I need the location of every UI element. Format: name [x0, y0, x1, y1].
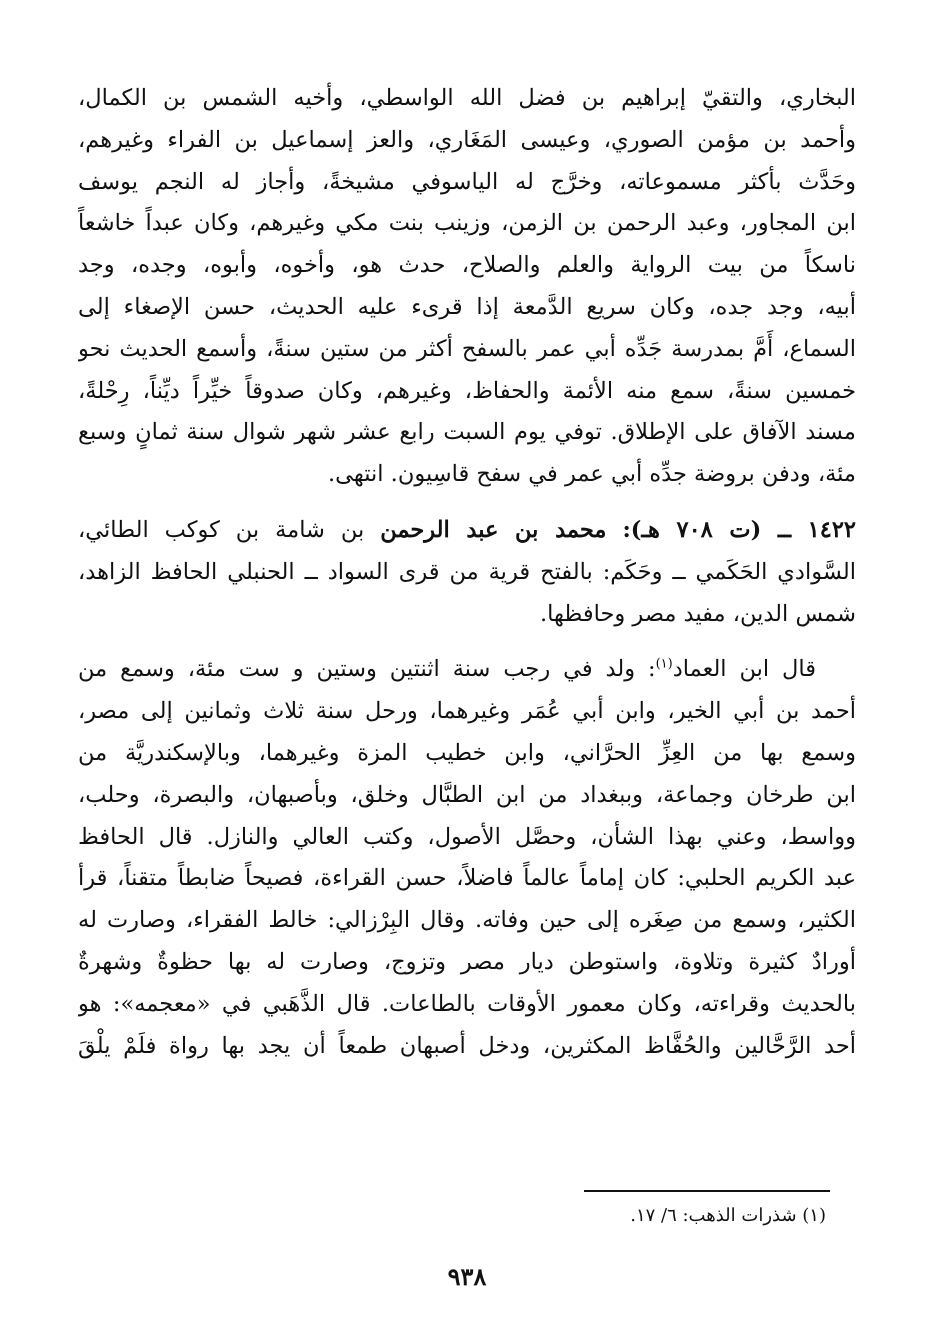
text-line: وحَدَّث بأكثر مسموعاته، وخرَّج له الياسوفي مشيخةً، وأجاز له النجم يوسف: [78, 168, 856, 195]
text-line: وأحمد بن مؤمن الصوري، وعيسى المَغَاري، والعز إسماعيل بن الفراء وغيرهم،: [78, 126, 856, 153]
text-fragment: : ولد في رجب سنة اثنتين وستين و ست مئة، وسمع من: [78, 656, 656, 683]
entry-line-1: ١٤٢٢ ــ (ت ٧٠٨ هـ): محمد بن عبد الرحمن بن شامة بن كوكب الطائي،: [78, 516, 856, 543]
text-fragment: قال ابن العماد: [672, 656, 816, 683]
text-line: السماع، أَمَّ بمدرسة جَدِّه أبي عمر بالسفح أكثر من ستين سنةً، وأسمع الحديث نحو: [78, 335, 856, 362]
text-line: مسند الآفاق على الإطلاق. توفي يوم السبت رابع عشر شهر شوال سنة ثمانٍ وسبع: [78, 419, 856, 446]
text-line: أورادٌ كثيرة وتلاوة، واستوطن ديار مصر وتزوج، وصارت له بها حظوةٌ وشهرةٌ: [78, 948, 856, 975]
footnote-ref: (١): [655, 656, 673, 672]
entry-line-3: شمس الدين، مفيد مصر وحافظها.: [540, 600, 856, 627]
entry-date: (ت ٧٠٨ هـ):: [622, 516, 762, 543]
entry-heading: [78, 510, 856, 635]
text-line: [78, 649, 856, 691]
text-line: بالحديث وقراءته، وكان معمور الأوقات بالطاعات. قال الذَّهَبي في «معجمه»: هو: [78, 990, 856, 1017]
entry-line-2: السَّوادي الحَكَمي ــ وحَكَم: بالفتح قرية من قرى السواد ــ الحنبلي الحافظ الزاهد،: [78, 558, 856, 585]
text-line: أبيه، وجد جده، وكان سريع الدَّمعة إذا قرىء عليه الحديث، حسن الإصغاء إلى: [78, 293, 856, 320]
text-line: خمسين سنةً، سمع منه الأئمة والحفاظ، وغيرهم، وكان صدوقاً خيِّراً ديِّناً، رِحْلةً،: [78, 377, 856, 404]
text-line: عبد الكريم الحلبي: كان إماماً عالماً فاضلاً، حسن القراءة، فصيحاً ضابطاً متقناً، قرأ: [78, 865, 856, 892]
footnote: (١) شذرات الذهب: ٦/ ١٧.: [630, 1205, 826, 1226]
text-line: ناسكاً من بيت الرواية والعلم والصلاح، حدث هو، وأخوه، وأبوه، وجده، وجد: [78, 252, 856, 279]
footnote-divider: [584, 1190, 830, 1192]
entry-name: محمد بن عبد الرحمن: [380, 516, 607, 543]
text-line: ابن طرخان وجماعة، وببغداد من ابن الطبَّال وخلق، وبأصبهان، والبصرة، وحلب،: [78, 781, 856, 808]
text-line: أحد الرَّحَّالين والحُفَّاظ المكثرين، ودخل أصبهان طمعاً أن يجد بها رواة فلَمْ يلْقَ: [78, 1032, 856, 1059]
entry-number: ١٤٢٢: [807, 516, 856, 543]
text-line: أحمد بن أبي الخير، وابن أبي عُمَر وغيرهما، ورحل سنة ثلاث وثمانين إلى مصر،: [78, 698, 856, 725]
text-line: ابن المجاور، وعبد الرحمن بن الزمن، وزينب بنت مكي وغيرهم، وكان عبداً خاشعاً: [78, 210, 856, 237]
page-body: [78, 78, 856, 1067]
text-line: وواسط، وعني بهذا الشأن، وحصَّل الأصول، وكتب العالي والنازل. قال الحافظ: [78, 823, 856, 850]
text-line: الكثير، وسمع من صِغَره إلى حين وفاته. وقال البِرْزالي: خالط الفقراء، وصارت له: [78, 907, 856, 934]
paragraph-1: [78, 78, 856, 496]
page-number: ٩٣٨: [447, 1262, 487, 1291]
entry-rest: بن شامة بن كوكب الطائي،: [78, 516, 381, 543]
text-line: وسمع بها من العِزِّ الحرَّاني، وابن خطيب المزة وغيرهما، وبالإسكندريَّة من: [78, 739, 856, 766]
paragraph-3: [78, 649, 856, 1067]
text-line: البخاري، والتقيّ إبراهيم بن فضل الله الواسطي، وأخيه الشمس بن الكمال،: [78, 85, 856, 111]
text-line: مئة، ودفن بروضة جدِّه أبي عمر في سفح قاسِيون. انتهى.: [327, 461, 856, 488]
